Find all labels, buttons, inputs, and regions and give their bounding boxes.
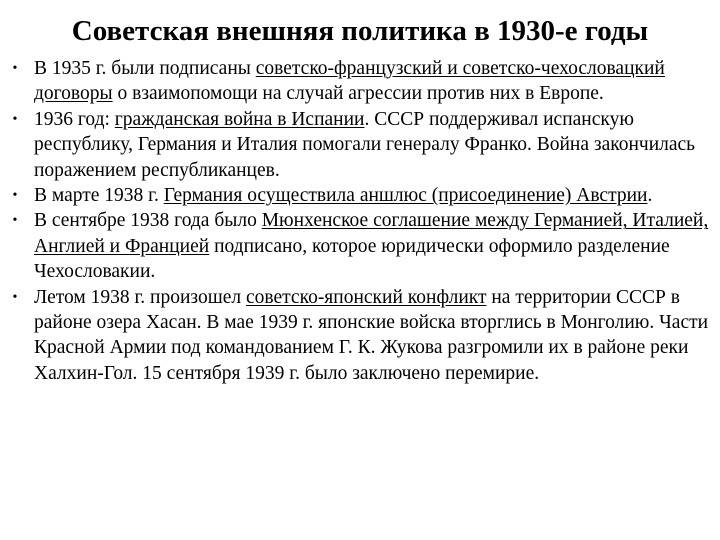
underlined-term: Германия осуществила аншлюс (присоединение) Австрии bbox=[163, 185, 648, 207]
bullet-list bbox=[9, 56, 709, 386]
bullet-item-munich-agreement bbox=[9, 208, 709, 284]
bullet-item-anschluss bbox=[9, 183, 709, 208]
underlined-term: советско-японский конфликт bbox=[246, 286, 487, 308]
bullet-marker: • bbox=[12, 61, 18, 76]
underlined-term: гражданская война в Испании bbox=[114, 108, 365, 130]
bullet-marker: • bbox=[12, 188, 18, 204]
bullet-item-1935-treaties bbox=[9, 56, 709, 107]
underlined-term: советско-французский и советско-чехословацкий договоры bbox=[34, 58, 665, 105]
bullet-text: о взаимопомощи на случай агрессии против них в Европе. bbox=[112, 83, 604, 105]
bullet-text: подписано, которое юридически оформило разделение Чехословакии. bbox=[34, 235, 670, 283]
bullet-text: на территории СССР в районе озера Хасан. В мае 1939 г. японские войска вторглись в Монголию. Части Красной Армии под командованием Г. К. Жукова разгромили их в районе реки Халхин-Гол. 15 сентября 1939 г. было заключено перемирие. bbox=[34, 286, 709, 384]
bullet-marker: • bbox=[12, 111, 18, 127]
bullet-item-spanish-civil-war bbox=[9, 107, 709, 183]
bullet-marker: • bbox=[12, 213, 18, 229]
bullet-text: В 1935 г. были подписаны bbox=[34, 58, 256, 79]
bullet-text: В марте 1938 г. bbox=[34, 185, 164, 207]
slide-title: Советская внешняя политика в 1930-е годы bbox=[71, 15, 649, 47]
bullet-marker: • bbox=[12, 289, 18, 305]
bullet-text: . bbox=[647, 185, 653, 207]
bullet-text: . СССР поддерживал испанскую республику, Германия и Италия помогали генералу Франко. Война закончилась поражением республиканцев. bbox=[34, 108, 696, 181]
bullet-text: Летом 1938 г. произошел bbox=[34, 286, 247, 308]
underlined-term: Мюнхенское соглашение между Германией, Италией, Англией и Францией bbox=[34, 210, 709, 257]
bullet-text: В сентябре 1938 года было bbox=[34, 210, 262, 232]
bullet-text: 1936 год: bbox=[34, 108, 115, 130]
bullet-item-soviet-japanese-conflict bbox=[9, 285, 709, 387]
